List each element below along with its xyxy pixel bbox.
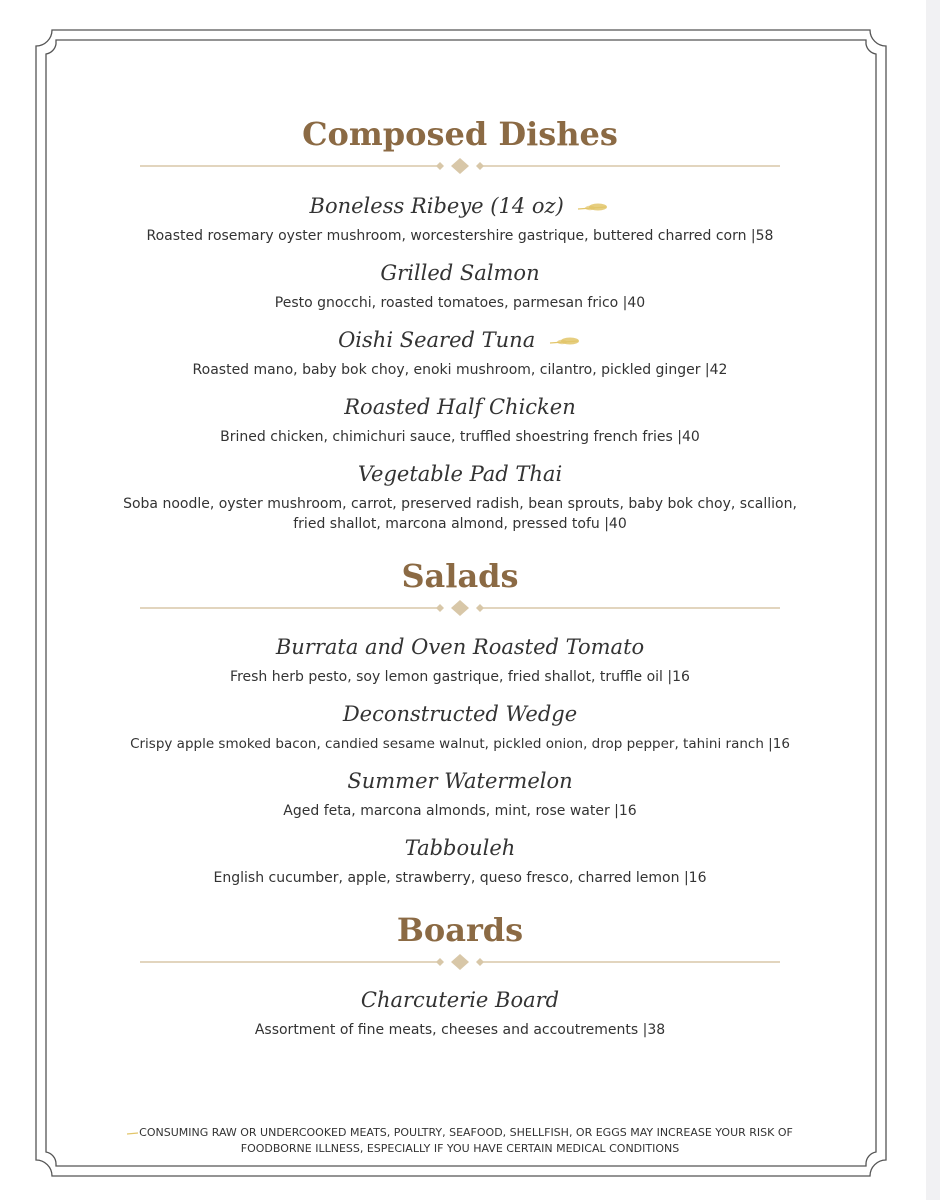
dish-item: [60, 460, 860, 534]
side-strip: [926, 0, 940, 1200]
dish-description-line1: Soba noodle, oyster mushroom, carrot, preserved radish, bean sprouts, baby bok choy, scallion,: [123, 496, 797, 512]
dish-description: Assortment of fine meats, cheeses and accoutrements |38: [254, 1022, 666, 1038]
dish-description: Roasted rosemary oyster mushroom, worcestershire gastrique, buttered charred corn |58: [146, 228, 774, 244]
section-divider: [140, 954, 780, 970]
warning-line1: CONSUMING RAW OR UNDERCOOKED MEATS, POULTRY, SEAFOOD, SHELLFISH, OR EGGS MAY INCREASE YOUR RISK OF: [139, 1126, 793, 1139]
section-boards: [60, 910, 860, 970]
dish-item: [60, 700, 860, 754]
dish-description-line2: fried shallot, marcona almond, pressed tofu |40: [293, 516, 627, 532]
dish-description: Crispy apple smoked bacon, candied sesame walnut, pickled onion, drop pepper, tahini ranch |16: [130, 736, 790, 752]
dish-name: Boneless Ribeye (14 oz): [309, 194, 564, 218]
dish-item: [60, 633, 860, 687]
section-title-composed: Composed Dishes: [302, 115, 618, 153]
dish-name: Grilled Salmon: [380, 261, 540, 285]
dish-description: English cucumber, apple, strawberry, queso fresco, charred lemon |16: [213, 870, 707, 886]
dish-description: Fresh herb pesto, soy lemon gastrique, fried shallot, truffle oil |16: [230, 669, 690, 685]
diamond-ornament-icon: [451, 954, 469, 970]
dish-description: Aged feta, marcona almonds, mint, rose water |16: [283, 803, 637, 819]
diamond-ornament-icon: [451, 600, 469, 616]
dish-item: [60, 326, 860, 380]
dish-item: [60, 986, 860, 1040]
section-divider: [140, 158, 780, 174]
dish-item: [60, 192, 860, 246]
dish-name: Burrata and Oven Roasted Tomato: [275, 635, 645, 659]
dish-name: Tabbouleh: [404, 836, 516, 860]
dish-name: Charcuterie Board: [360, 988, 560, 1012]
wheat-leaf-icon: [576, 202, 610, 214]
section-composed: [60, 114, 860, 174]
raw-food-warning: [100, 1125, 820, 1157]
dish-item: [60, 834, 860, 888]
dish-name: Oishi Seared Tuna: [338, 328, 536, 352]
dish-name: Summer Watermelon: [347, 769, 573, 793]
dish-item: [60, 767, 860, 821]
dish-name: Roasted Half Chicken: [344, 395, 576, 419]
dish-description: Brined chicken, chimichuri sauce, truffled shoestring french fries |40: [220, 429, 700, 445]
dish-description: Roasted mano, baby bok choy, enoki mushroom, cilantro, pickled ginger |42: [192, 362, 728, 378]
dish-description: Pesto gnocchi, roasted tomatoes, parmesan frico |40: [274, 295, 646, 311]
section-salads: [60, 556, 860, 616]
warning-line2: FOODBORNE ILLNESS, ESPECIALLY IF YOU HAVE CERTAIN MEDICAL CONDITIONS: [240, 1142, 680, 1155]
diamond-ornament-icon: [451, 158, 469, 174]
dish-item: [60, 393, 860, 447]
dish-name: Vegetable Pad Thai: [357, 462, 563, 486]
wheat-leaf-icon: [127, 1129, 139, 1137]
section-divider: [140, 600, 780, 616]
dish-name: Deconstructed Wedge: [342, 702, 578, 726]
section-title-boards: Boards: [396, 911, 524, 949]
wheat-leaf-icon: [548, 336, 582, 348]
section-title-salads: Salads: [401, 557, 519, 595]
dish-item: [60, 259, 860, 313]
